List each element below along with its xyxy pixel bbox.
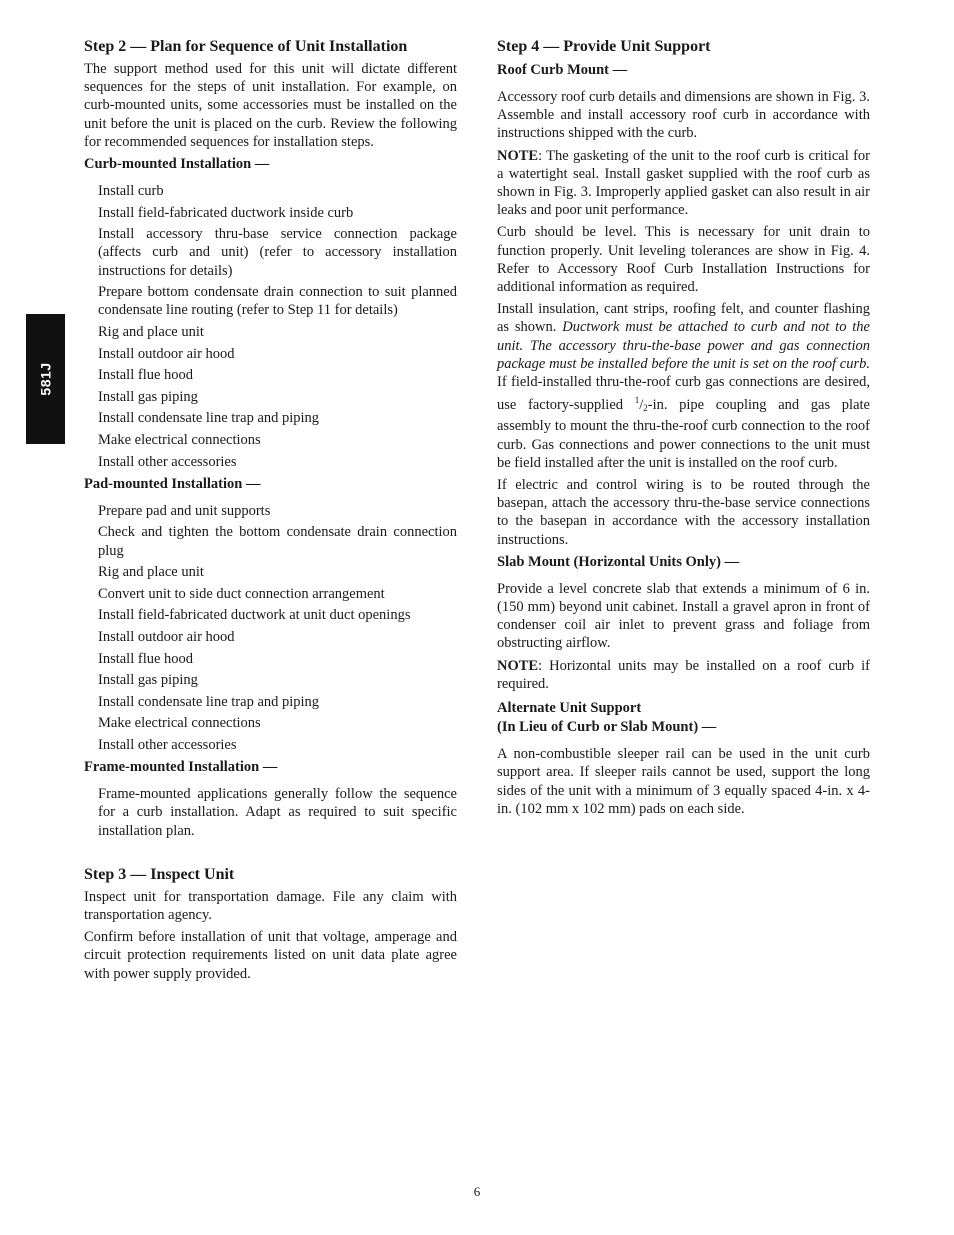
list-item: Install outdoor air hood [98,345,235,362]
list-item: Install condensate line trap and piping [98,693,320,710]
list-item: Install flue hood [98,650,194,667]
list-item: Install accessory thru-base service connection package (affects curb and unit) (refer to accessory installation instructions for details) [98,226,457,279]
p3-part-b: If field-installed thru-the-roof curb gas connections are desired, use factory-supplied [497,374,870,414]
slab-mount-paragraph-1: Provide a level concrete slab that extends a minimum of 6 in. (150 mm) beyond unit cabinet. Install a gravel apron in front of condenser coil air inlet to prevent grass and foliage from obstructing airflow. [497,580,870,652]
p3-part-c: -in. pipe coupling and gas plate assembly to mount the thru-the-roof curb connection to the roof curb. Gas connections and power connections to the unit must be field installed after the unit is installed on the roof curb. [497,397,870,471]
side-tab-model [26,314,65,444]
list-item: Install field-fabricated ductwork at unit duct openings [98,607,411,624]
alt-support-paragraph: A non-combustible sleeper rail can be used in the unit curb support area. If sleeper rails cannot be used, support the long sides of the unit with a minimum of 3 equally spaced 4-in. x 4-in. (102 mm x 102 mm) pads on each side. [497,746,870,817]
curb-heading: Curb-mounted Installation — [84,156,270,173]
fraction-half: $^1/_2$ [634,395,648,414]
fraction-denominator: 2 [643,403,648,414]
pad-heading: Pad-mounted Installation — [84,475,261,492]
list-item: Install gas piping [98,672,198,689]
list-item: Rig and place unit [98,564,204,581]
list-item: Convert unit to side duct connection arrangement [98,585,385,602]
step2-intro: The support method used for this unit will dictate different sequences for the steps of unit installation. For example, on curb-mounted units, some accessories must be installed on the unit before the unit is placed on the curb. Review the following for recommended sequences for installation steps. [84,61,457,150]
list-item: Make electrical connections [98,715,261,732]
roof-curb-heading: Roof Curb Mount — [497,62,628,78]
alt-support-heading-1: Alternate Unit Support [497,700,642,717]
list-item: Install flue hood [98,367,194,384]
note-label: NOTE [497,657,539,674]
alt-support-heading-2: (In Lieu of Curb or Slab Mount) — [497,719,717,736]
list-item: Prepare pad and unit supports [98,502,271,519]
list-item: Install gas piping [98,388,198,405]
step3-paragraph-2: Confirm before installation of unit that voltage, amperage and circuit protection requirements listed on unit data plate agree with power supply provided. [84,929,457,982]
page-number: 6 [473,1184,481,1199]
roof-curb-paragraph-2: Curb should be level. This is necessary for unit drain to function properly. Unit leveling tolerances are show in Fig. 4. Refer to Accessory Roof Curb Installation Instructions for additional information as required. [497,224,870,296]
list-item: Install field-fabricated ductwork inside curb [98,204,354,221]
list-item: Install other accessories [98,453,237,470]
fraction-numerator: 1 [634,395,640,406]
side-tab-label: 581J [37,362,54,396]
pad-steps-list [84,502,457,754]
note-text: : Horizontal units may be installed on a roof curb if required. [497,657,870,692]
step3-paragraph-1: Inspect unit for transportation damage. File any claim with transportation agency. [84,888,457,923]
list-item: Install outdoor air hood [98,628,235,645]
list-item: Install condensate line trap and piping [98,410,320,427]
list-item: Install curb [98,183,164,200]
curb-steps-list [84,182,457,471]
note-label: NOTE [497,147,539,164]
frame-heading: Frame-mounted Installation — [84,759,278,776]
roof-curb-paragraph-3 [497,300,870,472]
slab-mount-heading: Slab Mount (Horizontal Units Only) — [497,553,740,570]
list-item: Install other accessories [98,736,237,753]
list-item: Prepare bottom condensate drain connection to suit planned condensate line routing (refer to Step 11 for details) [98,284,457,319]
roof-curb-paragraph-4: If electric and control wiring is to be routed through the basepan, attach the accessory thru-the-base service connections to the basepan in accordance with the accessory installation instructions. [497,477,870,548]
roof-curb-note [497,147,870,220]
slab-mount-note [497,657,870,693]
left-column [84,36,457,987]
p3-part-a: Install insulation, cant strips, roofing felt, and counter flashing as shown. [497,301,870,336]
step4-title: Step 4 — Provide Unit Support [497,38,711,55]
list-item: Rig and place unit [98,324,204,340]
step3-title: Step 3 — Inspect Unit [84,865,235,883]
list-item: Check and tighten the bottom condensate drain connection plug [98,524,457,559]
list-item: Make electrical connections [98,431,261,448]
p3-italic: Ductwork must be attached to curb and not to the unit. The accessory thru-the-base power and gas connection package must be installed before the unit is set on the roof curb. [497,319,870,372]
roof-curb-paragraph-1: Accessory roof curb details and dimensions are shown in Fig. 3. Assemble and install accessory roof curb in accordance with instructions shipped with the curb. [497,89,870,142]
step2-title: Step 2 — Plan for Sequence of Unit Installation [84,38,408,55]
right-column [497,36,870,822]
note-text: : The gasketing of the unit to the roof curb is critical for a watertight seal. Install gasket supplied with the roof curb as shown in Fig. 3. Improperly applied gasket can also result in air leaks and poor unit performance. [497,147,870,219]
frame-text: Frame-mounted applications generally follow the sequence for a curb installation. Adapt as required to suit specific installation plan. [98,786,457,839]
